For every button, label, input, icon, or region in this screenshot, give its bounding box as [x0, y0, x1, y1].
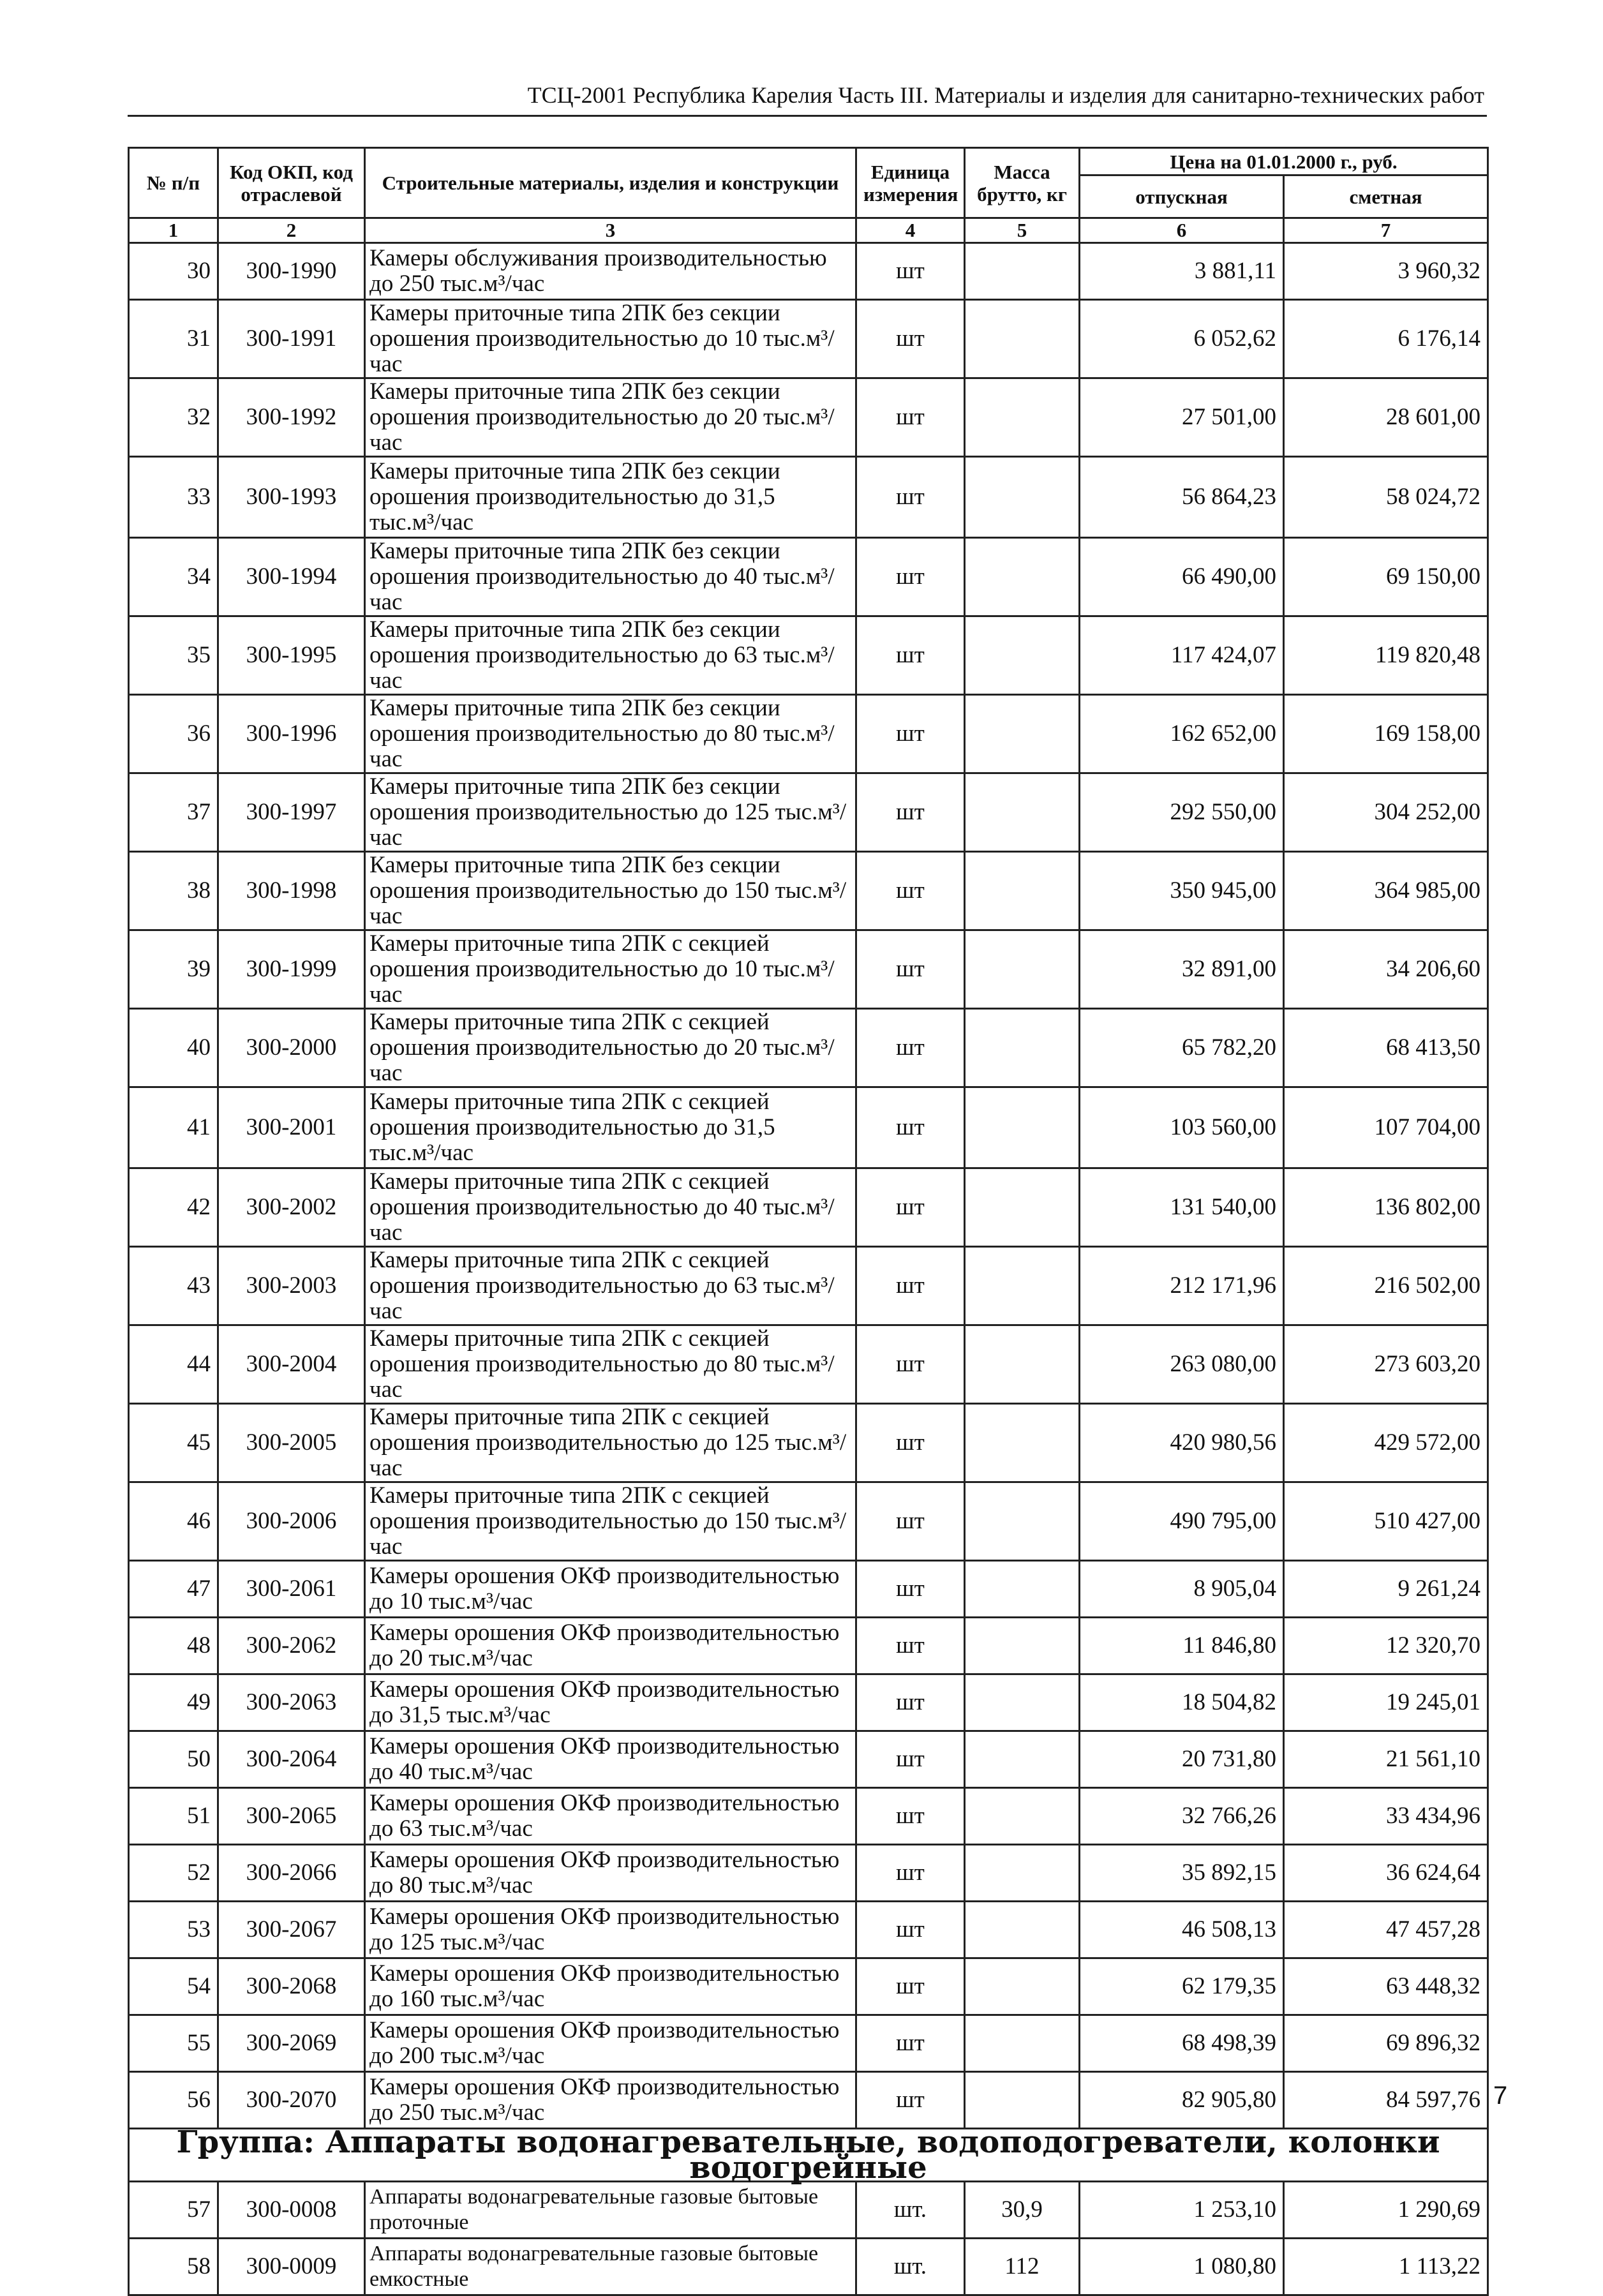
item-name: Камеры приточные типа 2ПК без секции орошения производительностью до 40 тыс.м³/час [365, 538, 856, 616]
mass [965, 2072, 1080, 2129]
item-name: Камеры приточные типа 2ПК с секцией орошения производительностью до 125 тыс.м³/час [365, 1404, 856, 1482]
row-number: 32 [129, 378, 218, 457]
okp-code: 300-1997 [218, 773, 365, 852]
unit: шт [856, 1009, 965, 1087]
price-sale: 1 080,80 [1080, 2239, 1284, 2295]
mass [965, 1561, 1080, 1618]
price-estimate: 304 252,00 [1284, 773, 1488, 852]
okp-code: 300-0008 [218, 2182, 365, 2239]
mass [965, 538, 1080, 616]
row-number: 40 [129, 1009, 218, 1087]
table-row [129, 2182, 1488, 2239]
price-estimate: 63 448,32 [1284, 1958, 1488, 2015]
unit: шт [856, 1561, 965, 1618]
unit: шт [856, 1325, 965, 1404]
item-name: Камеры приточные типа 2ПК без секции орошения производительностью до 10 тыс.м³/час [365, 300, 856, 378]
price-sale: 32 891,00 [1080, 930, 1284, 1009]
col-number: 6 [1080, 218, 1284, 243]
price-estimate: 69 896,32 [1284, 2015, 1488, 2072]
row-number: 37 [129, 773, 218, 852]
row-number: 58 [129, 2239, 218, 2295]
mass [965, 1674, 1080, 1731]
unit: шт [856, 2015, 965, 2072]
price-sale: 32 766,26 [1080, 1788, 1284, 1845]
row-number: 49 [129, 1674, 218, 1731]
mass: 30,9 [965, 2182, 1080, 2239]
price-sale: 11 846,80 [1080, 1618, 1284, 1674]
item-name: Камеры приточные типа 2ПК с секцией орошения производительностью до 10 тыс.м³/час [365, 930, 856, 1009]
running-header: ТСЦ-2001 Республика Карелия Часть III. Материалы и изделия для санитарно-технических работ [527, 82, 1484, 108]
col-number: 5 [965, 218, 1080, 243]
table-row [129, 1674, 1488, 1731]
price-sale: 18 504,82 [1080, 1674, 1284, 1731]
table-row [129, 243, 1488, 300]
unit: шт [856, 695, 965, 773]
table-row [129, 1618, 1488, 1674]
header-name: Строительные материалы, изделия и конструкции [365, 148, 856, 218]
row-number: 46 [129, 1482, 218, 1561]
item-name: Камеры орошения ОКФ производительностью до 200 тыс.м³/час [365, 2015, 856, 2072]
price-sale: 27 501,00 [1080, 378, 1284, 457]
mass [965, 1009, 1080, 1087]
price-sale: 56 864,23 [1080, 457, 1284, 538]
row-number: 53 [129, 1902, 218, 1958]
header-rule [128, 115, 1487, 117]
item-name: Камеры приточные типа 2ПК без секции орошения производительностью до 80 тыс.м³/час [365, 695, 856, 773]
row-number: 45 [129, 1404, 218, 1482]
price-estimate: 36 624,64 [1284, 1845, 1488, 1902]
price-estimate: 84 597,76 [1284, 2072, 1488, 2129]
row-number: 33 [129, 457, 218, 538]
price-sale: 82 905,80 [1080, 2072, 1284, 2129]
column-number-row [129, 218, 1488, 243]
row-number: 50 [129, 1731, 218, 1788]
item-name: Камеры приточные типа 2ПК с секцией орошения производительностью до 20 тыс.м³/час [365, 1009, 856, 1087]
price-estimate: 33 434,96 [1284, 1788, 1488, 1845]
row-number: 48 [129, 1618, 218, 1674]
item-name: Камеры приточные типа 2ПК с секцией орошения производительностью до 150 тыс.м³/час [365, 1482, 856, 1561]
mass [965, 1902, 1080, 1958]
unit: шт [856, 852, 965, 930]
okp-code: 300-2062 [218, 1618, 365, 1674]
okp-code: 300-2066 [218, 1845, 365, 1902]
okp-code: 300-1992 [218, 378, 365, 457]
mass [965, 457, 1080, 538]
item-name: Камеры приточные типа 2ПК с секцией орошения производительностью до 31,5 тыс.м³/час [365, 1087, 856, 1168]
item-name: Аппараты водонагревательные газовые бытовые емкостные [365, 2239, 856, 2295]
price-sale: 292 550,00 [1080, 773, 1284, 852]
row-number: 42 [129, 1168, 218, 1247]
okp-code: 300-2070 [218, 2072, 365, 2129]
price-estimate: 3 960,32 [1284, 243, 1488, 300]
unit: шт [856, 1087, 965, 1168]
price-estimate: 216 502,00 [1284, 1247, 1488, 1325]
okp-code: 300-2068 [218, 1958, 365, 2015]
okp-code: 300-1995 [218, 616, 365, 695]
unit: шт. [856, 2182, 965, 2239]
unit: шт [856, 1731, 965, 1788]
okp-code: 300-2001 [218, 1087, 365, 1168]
okp-code: 300-0009 [218, 2239, 365, 2295]
table-row [129, 1788, 1488, 1845]
header-price-estimate: сметная [1284, 175, 1488, 218]
table-row [129, 930, 1488, 1009]
mass [965, 1845, 1080, 1902]
okp-code: 300-2065 [218, 1788, 365, 1845]
row-number: 38 [129, 852, 218, 930]
okp-code: 300-1994 [218, 538, 365, 616]
okp-code: 300-2063 [218, 1674, 365, 1731]
mass [965, 1731, 1080, 1788]
mass [965, 1247, 1080, 1325]
mass [965, 616, 1080, 695]
row-number: 34 [129, 538, 218, 616]
table-row [129, 1731, 1488, 1788]
mass: 112 [965, 2239, 1080, 2295]
price-estimate: 34 206,60 [1284, 930, 1488, 1009]
unit: шт [856, 616, 965, 695]
price-sale: 162 652,00 [1080, 695, 1284, 773]
unit: шт [856, 1247, 965, 1325]
row-number: 36 [129, 695, 218, 773]
price-sale: 212 171,96 [1080, 1247, 1284, 1325]
table-row [129, 852, 1488, 930]
unit: шт [856, 1618, 965, 1674]
unit: шт [856, 1788, 965, 1845]
price-sale: 8 905,04 [1080, 1561, 1284, 1618]
okp-code: 300-1990 [218, 243, 365, 300]
unit: шт [856, 1404, 965, 1482]
item-name: Камеры орошения ОКФ производительностью до 10 тыс.м³/час [365, 1561, 856, 1618]
price-estimate: 1 113,22 [1284, 2239, 1488, 2295]
table-row [129, 1247, 1488, 1325]
mass [965, 773, 1080, 852]
header-okp-code: Код ОКП, код отраслевой [218, 148, 365, 218]
price-estimate: 9 261,24 [1284, 1561, 1488, 1618]
unit: шт [856, 538, 965, 616]
row-number: 31 [129, 300, 218, 378]
price-estimate: 107 704,00 [1284, 1087, 1488, 1168]
row-number: 44 [129, 1325, 218, 1404]
table-row [129, 378, 1488, 457]
price-estimate: 119 820,48 [1284, 616, 1488, 695]
price-sale: 46 508,13 [1080, 1902, 1284, 1958]
mass [965, 2015, 1080, 2072]
mass [965, 1087, 1080, 1168]
price-sale: 420 980,56 [1080, 1404, 1284, 1482]
item-name: Камеры орошения ОКФ производительностью до 40 тыс.м³/час [365, 1731, 856, 1788]
item-name: Камеры орошения ОКФ производительностью до 125 тыс.м³/час [365, 1902, 856, 1958]
okp-code: 300-1991 [218, 300, 365, 378]
price-sale: 65 782,20 [1080, 1009, 1284, 1087]
okp-code: 300-2069 [218, 2015, 365, 2072]
group-title: Группа: Аппараты водонагревательные, водоподогреватели, колонки водогрейные [129, 2129, 1488, 2182]
table-row [129, 1168, 1488, 1247]
price-sale: 3 881,11 [1080, 243, 1284, 300]
header-mass: Масса брутто, кг [965, 148, 1080, 218]
unit: шт [856, 1845, 965, 1902]
price-estimate: 169 158,00 [1284, 695, 1488, 773]
okp-code: 300-2002 [218, 1168, 365, 1247]
col-number: 4 [856, 218, 965, 243]
unit: шт [856, 1168, 965, 1247]
item-name: Камеры орошения ОКФ производительностью до 80 тыс.м³/час [365, 1845, 856, 1902]
mass [965, 1168, 1080, 1247]
table-row [129, 1009, 1488, 1087]
table-row [129, 538, 1488, 616]
table-row [129, 2239, 1488, 2295]
mass [965, 1788, 1080, 1845]
price-sale: 20 731,80 [1080, 1731, 1284, 1788]
unit: шт [856, 2072, 965, 2129]
row-number: 39 [129, 930, 218, 1009]
header-price: Цена на 01.01.2000 г., руб. [1080, 148, 1488, 175]
col-number: 1 [129, 218, 218, 243]
item-name: Камеры приточные типа 2ПК без секции орошения производительностью до 125 тыс.м³/час [365, 773, 856, 852]
table-row [129, 1561, 1488, 1618]
header-price-sale: отпускная [1080, 175, 1284, 218]
price-sale: 103 560,00 [1080, 1087, 1284, 1168]
unit: шт [856, 1674, 965, 1731]
unit: шт [856, 1482, 965, 1561]
item-name: Камеры орошения ОКФ производительностью до 31,5 тыс.м³/час [365, 1674, 856, 1731]
mass [965, 243, 1080, 300]
col-number: 7 [1284, 218, 1488, 243]
mass [965, 1482, 1080, 1561]
price-estimate: 69 150,00 [1284, 538, 1488, 616]
unit: шт [856, 1902, 965, 1958]
unit: шт [856, 1958, 965, 2015]
row-number: 55 [129, 2015, 218, 2072]
price-sale: 131 540,00 [1080, 1168, 1284, 1247]
item-name: Камеры приточные типа 2ПК без секции орошения производительностью до 63 тыс.м³/час [365, 616, 856, 695]
price-estimate: 429 572,00 [1284, 1404, 1488, 1482]
table-row [129, 616, 1488, 695]
price-sale: 117 424,07 [1080, 616, 1284, 695]
okp-code: 300-2004 [218, 1325, 365, 1404]
mass [965, 930, 1080, 1009]
table-row [129, 300, 1488, 378]
price-estimate: 21 561,10 [1284, 1731, 1488, 1788]
item-name: Камеры орошения ОКФ производительностью до 160 тыс.м³/час [365, 1958, 856, 2015]
item-name: Камеры орошения ОКФ производительностью до 20 тыс.м³/час [365, 1618, 856, 1674]
okp-code: 300-2061 [218, 1561, 365, 1618]
table-row [129, 695, 1488, 773]
table-row [129, 2015, 1488, 2072]
group-row [129, 2129, 1488, 2182]
item-name: Камеры приточные типа 2ПК с секцией орошения производительностью до 40 тыс.м³/час [365, 1168, 856, 1247]
header-unit: Единица измерения [856, 148, 965, 218]
table-row [129, 1902, 1488, 1958]
price-estimate: 6 176,14 [1284, 300, 1488, 378]
table-row [129, 1404, 1488, 1482]
price-estimate: 47 457,28 [1284, 1902, 1488, 1958]
okp-code: 300-1999 [218, 930, 365, 1009]
table-row [129, 773, 1488, 852]
item-name: Камеры приточные типа 2ПК без секции орошения производительностью до 20 тыс.м³/час [365, 378, 856, 457]
okp-code: 300-2000 [218, 1009, 365, 1087]
price-estimate: 364 985,00 [1284, 852, 1488, 930]
unit: шт [856, 378, 965, 457]
row-number: 56 [129, 2072, 218, 2129]
mass [965, 1618, 1080, 1674]
price-sale: 68 498,39 [1080, 2015, 1284, 2072]
row-number: 57 [129, 2182, 218, 2239]
price-sale: 350 945,00 [1080, 852, 1284, 930]
okp-code: 300-2067 [218, 1902, 365, 1958]
table-row [129, 1482, 1488, 1561]
item-name: Камеры обслуживания производительностью до 250 тыс.м³/час [365, 243, 856, 300]
table-row [129, 1845, 1488, 1902]
unit: шт. [856, 2239, 965, 2295]
table-row [129, 1087, 1488, 1168]
price-sale: 490 795,00 [1080, 1482, 1284, 1561]
mass [965, 1325, 1080, 1404]
price-estimate: 28 601,00 [1284, 378, 1488, 457]
price-estimate: 510 427,00 [1284, 1482, 1488, 1561]
mass [965, 852, 1080, 930]
mass [965, 1958, 1080, 2015]
mass [965, 695, 1080, 773]
okp-code: 300-2064 [218, 1731, 365, 1788]
price-table [128, 147, 1489, 2296]
mass [965, 1404, 1080, 1482]
mass [965, 378, 1080, 457]
row-number: 47 [129, 1561, 218, 1618]
okp-code: 300-1998 [218, 852, 365, 930]
price-estimate: 136 802,00 [1284, 1168, 1488, 1247]
price-estimate: 1 290,69 [1284, 2182, 1488, 2239]
price-estimate: 12 320,70 [1284, 1618, 1488, 1674]
row-number: 35 [129, 616, 218, 695]
price-sale: 62 179,35 [1080, 1958, 1284, 2015]
unit: шт [856, 457, 965, 538]
row-number: 54 [129, 1958, 218, 2015]
okp-code: 300-2006 [218, 1482, 365, 1561]
okp-code: 300-2003 [218, 1247, 365, 1325]
row-number: 43 [129, 1247, 218, 1325]
item-name: Камеры приточные типа 2ПК без секции орошения производительностью до 150 тыс.м³/час [365, 852, 856, 930]
col-number: 2 [218, 218, 365, 243]
item-name: Камеры орошения ОКФ производительностью до 250 тыс.м³/час [365, 2072, 856, 2129]
item-name: Аппараты водонагревательные газовые бытовые проточные [365, 2182, 856, 2239]
item-name: Камеры приточные типа 2ПК с секцией орошения производительностью до 80 тыс.м³/час [365, 1325, 856, 1404]
row-number: 41 [129, 1087, 218, 1168]
row-number: 51 [129, 1788, 218, 1845]
okp-code: 300-1993 [218, 457, 365, 538]
page-number: 7 [1493, 2082, 1508, 2110]
price-estimate: 68 413,50 [1284, 1009, 1488, 1087]
unit: шт [856, 773, 965, 852]
price-estimate: 19 245,01 [1284, 1674, 1488, 1731]
unit: шт [856, 300, 965, 378]
price-sale: 263 080,00 [1080, 1325, 1284, 1404]
okp-code: 300-1996 [218, 695, 365, 773]
price-sale: 1 253,10 [1080, 2182, 1284, 2239]
mass [965, 300, 1080, 378]
price-estimate: 273 603,20 [1284, 1325, 1488, 1404]
item-name: Камеры приточные типа 2ПК без секции орошения производительностью до 31,5 тыс.м³/час [365, 457, 856, 538]
row-number: 30 [129, 243, 218, 300]
unit: шт [856, 243, 965, 300]
item-name: Камеры приточные типа 2ПК с секцией орошения производительностью до 63 тыс.м³/час [365, 1247, 856, 1325]
table-row [129, 1958, 1488, 2015]
table-row [129, 1325, 1488, 1404]
unit: шт [856, 930, 965, 1009]
table-row [129, 2072, 1488, 2129]
okp-code: 300-2005 [218, 1404, 365, 1482]
item-name: Камеры орошения ОКФ производительностью до 63 тыс.м³/час [365, 1788, 856, 1845]
table-row [129, 457, 1488, 538]
header-no: № п/п [129, 148, 218, 218]
col-number: 3 [365, 218, 856, 243]
price-sale: 35 892,15 [1080, 1845, 1284, 1902]
row-number: 52 [129, 1845, 218, 1902]
price-sale: 66 490,00 [1080, 538, 1284, 616]
price-sale: 6 052,62 [1080, 300, 1284, 378]
price-estimate: 58 024,72 [1284, 457, 1488, 538]
